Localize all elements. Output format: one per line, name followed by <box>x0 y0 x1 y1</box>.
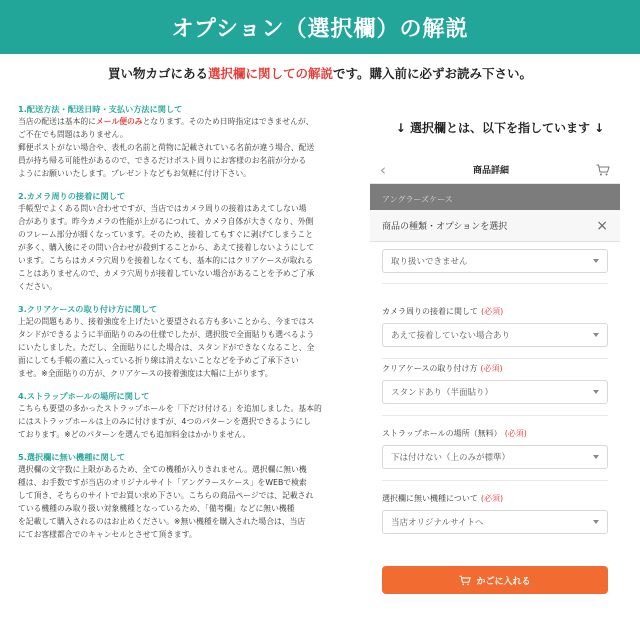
chevron-down-icon <box>593 259 599 263</box>
section-line <box>18 415 348 428</box>
section-line <box>18 354 348 367</box>
section-body <box>18 402 348 441</box>
cart-icon <box>459 575 471 586</box>
option-field <box>382 493 608 534</box>
add-to-cart-button[interactable] <box>382 566 608 594</box>
phone-mockup <box>370 156 620 604</box>
section-line <box>18 463 348 476</box>
section-heading: 2.カメラ周りの接着に関して <box>18 191 126 201</box>
line-text: にいたしました。ただし、全面貼りにした場合は、スタンドができなくなること、全 <box>18 343 315 352</box>
option-label-text: カメラ周りの接着に関して <box>382 307 478 316</box>
field-divider <box>382 480 608 481</box>
overlay-product-name: アングラーズケース <box>382 194 453 204</box>
section-line <box>18 228 348 241</box>
line-text: 郵便ポストがない場合や、表札の名前と荷物に記載されている名前が違う場合、配送 <box>18 143 315 152</box>
phone-header <box>370 156 620 184</box>
section-line <box>18 267 348 280</box>
section-line <box>18 341 348 354</box>
line-text: して頂き、そちらのサイトでお買い求め下さい。こちらの商品ページでは、記載され <box>18 491 314 500</box>
option-select[interactable] <box>382 445 608 469</box>
option-select[interactable] <box>382 323 608 347</box>
option-selected-value: 当店オリジナルサイトへ <box>391 518 484 528</box>
section-line <box>18 489 348 502</box>
line-text: のフレーム部分が細くなっています。そのため、接着してもすぐに剥げてしまうこと <box>18 230 314 239</box>
section-line <box>18 315 348 328</box>
section-line <box>18 254 348 267</box>
option-label <box>382 363 608 374</box>
option-label-text: 選択欄に無い機種について <box>382 494 478 503</box>
chevron-down-icon <box>593 455 599 459</box>
banner-title: オプション（選択欄）の解説 <box>171 16 469 42</box>
section-body <box>18 463 348 541</box>
line-text: ようにお願いいたします。プレゼントなどもお気軽に付け下さい。 <box>18 169 251 178</box>
section-line <box>18 428 348 441</box>
section-line <box>18 402 348 415</box>
option-select-title: 商品の種類・オプションを選択 <box>382 222 508 232</box>
line-text: にてお客様都合でのキャンセルとさせて頂きます。 <box>18 530 197 539</box>
section-line <box>18 141 348 154</box>
line-text: タンドができるように半面貼りのみの仕様でしたが、選択肢で全面貼りも選べるよう <box>18 330 315 339</box>
option-pointer-heading: ↓ 選択欄とは、以下を指しています ↓ <box>395 121 605 135</box>
option-selected-value: スタンドあり（半面貼り） <box>391 388 494 398</box>
section-line <box>18 515 348 528</box>
line-text: ませ。※全面貼りの方が、クリアケースの接着強度は大幅に上がります。 <box>18 369 273 378</box>
section-heading: 5.選択欄に無い機種に関して <box>18 452 126 462</box>
line-text: ことはありませんので、カメラ穴周りが接着していない場合があることを予めご了承 <box>18 269 315 278</box>
section-heading: 4.ストラップホールの場所に関して <box>18 391 150 401</box>
field-divider <box>382 415 608 416</box>
option-select[interactable] <box>382 510 608 534</box>
add-to-cart-label: かごに入れる <box>476 576 531 587</box>
option-label-text: クリアケースの取り付け方 <box>382 364 478 373</box>
option-label <box>382 493 608 504</box>
section-line <box>18 280 348 293</box>
line-text: 手帳型でよくある問い合わせですが、当店ではカメラ周りの接着はあえてしない場 <box>18 204 307 213</box>
line-text: ております。※どのパターンを選んでも追加料金はかかりません。 <box>18 430 251 439</box>
option-field <box>382 428 608 469</box>
option-field <box>382 249 608 273</box>
cart-icon[interactable] <box>596 164 610 176</box>
line-text: 選択欄の文字数に上限があるため、全ての機種が入りきれません。選択欄に無い機 <box>18 465 307 474</box>
explanation-section <box>18 390 348 441</box>
notice-subtitle <box>0 64 640 82</box>
line-text: こちらも要望の多かったストラップホールを「下だけ付ける」を追加しました。基本的 <box>18 404 322 413</box>
section-line <box>18 115 348 128</box>
header-banner <box>0 0 640 54</box>
section-line <box>18 502 348 515</box>
line-text: 合があります。昨今カメラの性能が上がるにつれて、カメラ自体が大きくなり、外側 <box>18 217 314 226</box>
option-label-text: ストラップホールの場所（無料） <box>382 429 502 438</box>
line-text: にはストラップホールは上のみに付けますが、4つのパターンを選択できるようにし <box>18 417 311 426</box>
field-divider <box>382 358 608 359</box>
line-text: が多く、購入後にその問い合わせが殺到することから、あえて接着しないようにして <box>18 243 315 252</box>
back-chevron-icon[interactable]: ‹ <box>380 160 386 179</box>
chevron-down-icon <box>593 520 599 524</box>
option-field <box>382 306 608 347</box>
section-line <box>18 476 348 489</box>
explanation-section <box>18 451 348 541</box>
section-line <box>18 167 348 180</box>
close-icon[interactable]: × <box>596 217 608 234</box>
line-text: ご不在でも問題はありません。 <box>18 130 128 139</box>
section-heading: 1.配送方法・配送日時・支払い方法に関して <box>18 104 183 114</box>
section-line <box>18 215 348 228</box>
option-select[interactable] <box>382 249 608 273</box>
option-label <box>382 428 608 439</box>
section-line <box>18 202 348 215</box>
line-text: を記載して購入されるのはお止めください。※無い機種を購入された場合は、当店 <box>18 517 306 526</box>
field-divider <box>382 283 608 284</box>
explanation-section <box>18 103 348 180</box>
option-select-header <box>370 210 620 242</box>
option-field <box>382 363 608 404</box>
section-line <box>18 241 348 254</box>
section-body <box>18 115 348 180</box>
line-text: 員が持ち帰る可能性があるので、できるだけポスト周りにお客様のお名前が分かる <box>18 156 307 165</box>
section-line <box>18 154 348 167</box>
required-badge: (必須) <box>480 364 503 373</box>
highlight-text: メール便のみ <box>95 117 143 126</box>
chevron-down-icon <box>593 333 599 337</box>
required-badge: (必須) <box>504 429 527 438</box>
explanation-section <box>18 303 348 380</box>
explanation-section <box>18 190 348 293</box>
section-heading: 3.クリアケースの取り付け方に関して <box>18 304 158 314</box>
product-detail-title: 商品詳細 <box>472 166 509 176</box>
section-line <box>18 328 348 341</box>
subtitle-text-after: です。購入前に必ずお読み下さい。 <box>333 66 533 81</box>
chevron-down-icon <box>593 390 599 394</box>
option-label <box>382 306 608 317</box>
line-text: 上記の問題もあり、接着強度を上げたいと要望される方も多いことから、今まではス <box>18 317 315 326</box>
line-text: となります。そのため日時指定はできませんが、 <box>142 117 314 126</box>
option-selected-value: 下は付けない（上のみが標準） <box>391 453 511 463</box>
line-text: 面にしても手帳の蓋に入っている折り線は消えないことなどを予めご了承下さい <box>18 356 299 365</box>
section-body <box>18 202 348 293</box>
subtitle-text-before: 買い物カゴにある <box>107 66 208 81</box>
required-badge: (必須) <box>481 307 504 316</box>
section-line <box>18 128 348 141</box>
line-text: ください。 <box>18 282 57 291</box>
line-text: ている機種のみ取り扱い対象機種となっているため、「備考欄」などに無い機種 <box>18 504 295 513</box>
section-line <box>18 528 348 541</box>
required-badge: (必須) <box>480 494 504 503</box>
option-selected-value: あえて接着していない場合あり <box>391 331 511 341</box>
option-selected-value: 取り扱いできません <box>391 257 468 267</box>
explanation-column <box>18 103 348 551</box>
option-select[interactable] <box>382 380 608 404</box>
line-text: 当店の配送は基本的に <box>18 117 96 126</box>
subtitle-highlight: 選択欄に関しての解説 <box>207 66 333 81</box>
section-line <box>18 367 348 380</box>
line-text: います。こちらはカメラ穴周りを接着しなくても、基本的にはクリアケースが取れる <box>18 256 314 265</box>
section-body <box>18 315 348 380</box>
line-text: 種は、お手数ですが当店のオリジナルサイト「アングラースケース」をWEBで検索 <box>18 478 307 487</box>
